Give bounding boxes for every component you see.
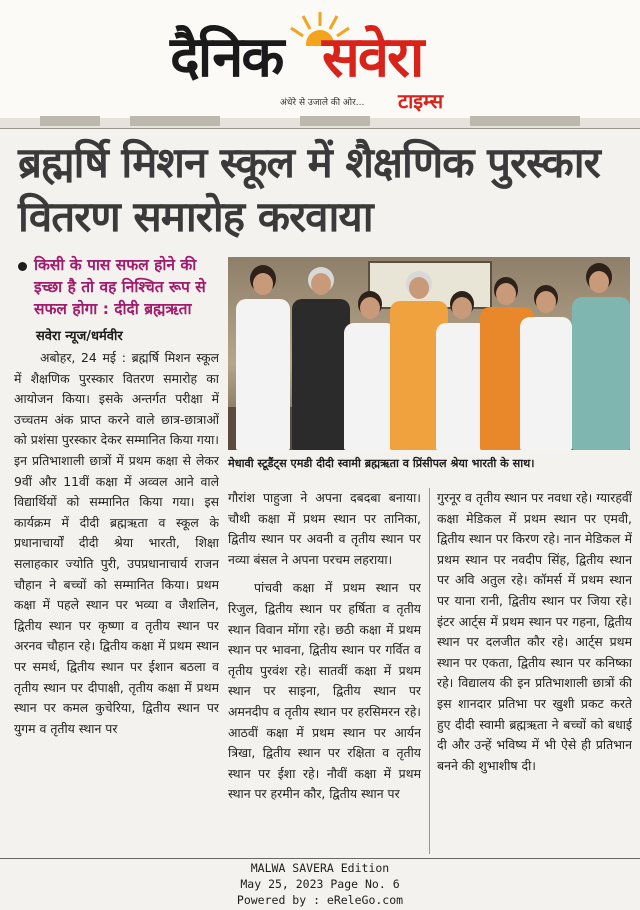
person-figure xyxy=(568,263,630,450)
article-highlight xyxy=(14,254,219,320)
newspaper-logo xyxy=(170,22,480,113)
person-figure xyxy=(518,285,574,450)
article-column-middle xyxy=(228,488,421,860)
article-paragraph: गौरांश पाहुजा ने अपना दबदबा बनाया। चौथी कक्षा में प्रथम स्थान पर तानिका, द्वितीय स्थान पर अवनी व तृतीय स्थान पर नव्या बंसल ने अपना परचम लहराया। xyxy=(228,490,421,567)
article-paragraph: अबोहर, 24 मई : ब्रह्मर्षि मिशन स्कूल में शैक्षणिक पुरस्कार वितरण समारोह का आयोजन किया। इसके अन्तर्गत परीक्षा में उच्चतम अंक प्राप्त करने वाले छात्र-छात्राओं को प्रशंसा पुरस्कार देकर सम्मानित किया गया। इन प्रतिभाशाली छात्रों में प्रथम कक्षा से लेकर 9वीं और 11वीं कक्षा में अव्वल आने वाले विद्यार्थियों को सम्मानित किया गया। इस कार्यक्रम में दीदी ब्रह्मऋता व स्कूल के प्रधानाचार्यों दीदी श्रेया भारती, शिक्षा सलाहकार ज्योति पुरी, उपप्रधानाचार्य राजन चौहान ने बच्चों को सम्मानित किया। प्रथम कक्षा में पहले स्थान पर भव्या व जैशलिन, द्वितीय स्थान पर कृष्णा व तृतीय स्थान पर अरनव चौहान रहे। द्वितीय कक्षा में प्रथम स्थान पर समर्थ, द्वितीय स्थान पर ईशान बठला व तृतीय स्थान पर दीपाक्षी, तृतीय कक्षा में प्रथम स्थान पर कमल कुचेरिया, द्वितीय स्थान पर युगम व तृतीय स्थान पर xyxy=(14,350,219,736)
article-column-right xyxy=(437,488,632,860)
edition-footer xyxy=(0,860,640,908)
powered-by: Powered by : eReleGo.com xyxy=(236,893,404,907)
article-paragraph: गुरनूर व तृतीय स्थान पर नवधा रहे। ग्यारहवीं कक्षा मेडिकल में प्रथम स्थान पर एमवी, द्वितीय स्थान पर किरण रहे। नान मेडिकल में प्रथम स्थान पर नवदीप सिंह, द्वितीय स्थान पर अवि अतुल रहे। कॉमर्स में प्रथम स्थान पर याना रानी, द्वितीय स्थान पर जिया रहे। इंटर आर्ट्स में प्रथम स्थान पर गहना, द्वितीय स्थान पर दलजीत कौर रहे। आर्ट्स प्रथम स्थान पर एकता, द्वितीय स्थान पर कनिष्का रहे। विद्यालय की इन प्रतिभाशाली छात्रों की इस शानदार प्रतिभा पर खुशी प्रकट करते हुए दीदी स्वामी ब्रह्मऋता ने बच्चों को बधाई दी और उन्हें भविष्य में भी ऐसे ही प्रतिभान बनने की शुभाशीष दी। xyxy=(437,490,632,773)
brand-name-part3: टाइम्स xyxy=(398,89,444,113)
brand-tagline: अंधेरे से उजाले की ओर... xyxy=(280,98,365,108)
article-column-left xyxy=(14,254,219,860)
brand-name-part1: दैनिक xyxy=(170,25,283,90)
article-photo xyxy=(228,257,630,450)
article-byline: सवेरा न्यूज/धर्मवीर xyxy=(36,329,123,344)
brand-name-part2: सवेरा xyxy=(322,25,423,90)
photo-caption: मेधावी स्टूडैंट्स एमडी दीदी स्वामी ब्रह्मऋता व प्रिंसीपल श्रेया भारती के साथ। xyxy=(228,457,535,470)
cropped-text-strip xyxy=(0,118,640,129)
article-paragraph: पांचवी कक्षा में प्रथम स्थान पर रिजुल, द्वितीय स्थान पर हर्षिता व तृतीय स्थान विवान मोंगा रहे। छठी कक्षा में प्रथम स्थान पर भावना, द्वितीय स्थान पर गर्वित व तृतीय पुरवंश रहे। सातवीं कक्षा में प्रथम स्थान पर साइना, द्वितीय स्थान पर अमनदीप व तृतीय स्थान पर हरसिमरन रहे। आठवीं कक्षा में प्रथम स्थान पर आर्यन त्रिखा, द्वितीय स्थान पर रक्षिता व तृतीय स्थान पर ईशा रहे। नौवीं कक्षा में प्रथम स्थान पर हरमीन कौर, द्वितीय स्थान पर xyxy=(228,580,421,802)
person-figure xyxy=(232,265,292,450)
footer-divider xyxy=(0,858,640,859)
article-headline: ब्रह्मर्षि मिशन स्कूल में शैक्षणिक पुरस्कार वितरण समारोह करवाया xyxy=(18,138,600,241)
highlight-text: किसी के पास सफल होने की इच्छा है तो वह निश्चित रूप से सफल होगा : दीदी ब्रह्मऋता xyxy=(34,256,206,318)
edition-name: MALWA SAVERA Edition xyxy=(250,861,390,875)
edition-date-page: May 25, 2023 Page No. 6 xyxy=(240,877,400,891)
column-divider xyxy=(429,488,430,854)
bullet-icon xyxy=(18,262,27,271)
masthead xyxy=(0,0,640,118)
